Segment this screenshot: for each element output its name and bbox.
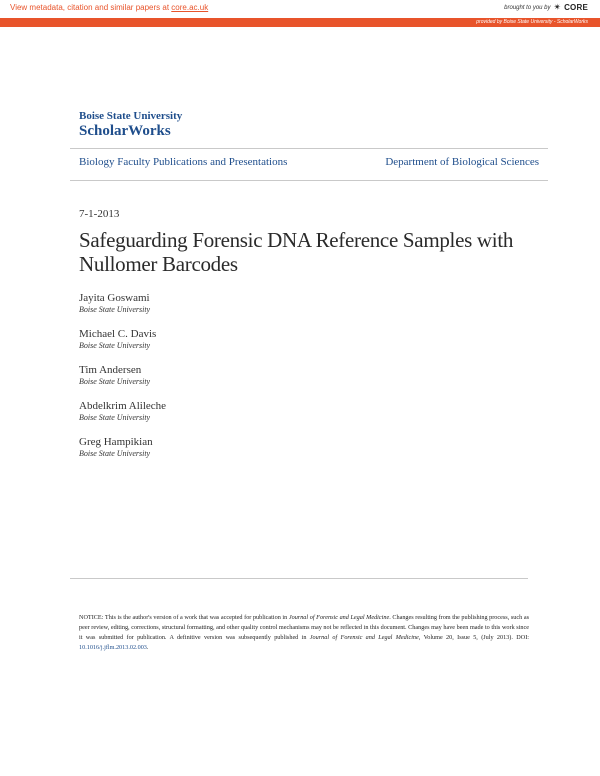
notice-end: .: [146, 644, 149, 651]
author-name: Michael C. Davis: [79, 328, 157, 340]
repository-name[interactable]: ScholarWorks: [79, 123, 171, 139]
collection-link[interactable]: Biology Faculty Publications and Presentations: [79, 156, 288, 168]
author-affiliation: Boise State University: [79, 377, 151, 386]
core-branding[interactable]: [504, 2, 588, 13]
institution-block[interactable]: [79, 110, 182, 140]
brought-by-text: brought to you by: [504, 4, 551, 11]
author-entry: [79, 400, 379, 423]
core-logo-text: CORE: [564, 3, 588, 12]
core-logo-icon: ✴: [553, 2, 562, 12]
notice-part1: NOTICE: This is the author's version of a work that was accepted for publication in: [79, 614, 289, 621]
top-divider: [70, 148, 548, 149]
notice-text: [79, 613, 529, 653]
author-affiliation: Boise State University: [79, 305, 151, 314]
doi-link[interactable]: 10.1016/j.jflm.2013.02.003: [79, 644, 147, 651]
core-provider-bar: [0, 18, 600, 27]
core-site-link[interactable]: core.ac.uk: [171, 3, 209, 12]
paper-title: Safeguarding Forensic DNA Reference Samples with Nullomer Barcodes: [79, 228, 514, 276]
core-view-text: View metadata, citation and similar papers at: [10, 3, 172, 12]
notice-part2: . Changes resulting from the publishing process, such as peer review, editing, corrections, structural formatting, and other quality control mechanisms may not be reflected in this document. Changes may have been made to this work since it was submitted for publication. A definitive version was subsequently published in: [79, 614, 529, 641]
department-link[interactable]: Department of Biological Sciences: [385, 156, 539, 168]
notice-journal1: Journal of Forensic and Legal Medicine: [288, 614, 390, 621]
notice-part3: , Volume 20, Issue 5, (July 2013). DOI:: [418, 634, 529, 641]
author-entry: [79, 436, 379, 459]
provided-by-text: provided by Boise State University - ScholarWorks: [476, 19, 588, 25]
author-name: Tim Andersen: [79, 364, 142, 376]
author-entry: [79, 328, 379, 351]
author-name: Jayita Goswami: [79, 292, 150, 304]
links-divider: [70, 180, 548, 181]
institution-name[interactable]: Boise State University: [79, 110, 183, 122]
notice-journal2: Journal of Forensic and Legal Medicine: [309, 634, 419, 641]
author-entry: [79, 292, 379, 315]
author-list: [79, 292, 379, 472]
author-affiliation: Boise State University: [79, 449, 151, 458]
core-metadata-link[interactable]: [10, 3, 208, 12]
publication-date: 7-1-2013: [79, 208, 120, 220]
author-name: Abdelkrim Alileche: [79, 400, 167, 412]
author-affiliation: Boise State University: [79, 413, 151, 422]
notice-divider: [70, 578, 528, 579]
author-name: Greg Hampikian: [79, 436, 153, 448]
author-entry: [79, 364, 379, 387]
author-affiliation: Boise State University: [79, 341, 151, 350]
core-banner: [0, 0, 600, 18]
